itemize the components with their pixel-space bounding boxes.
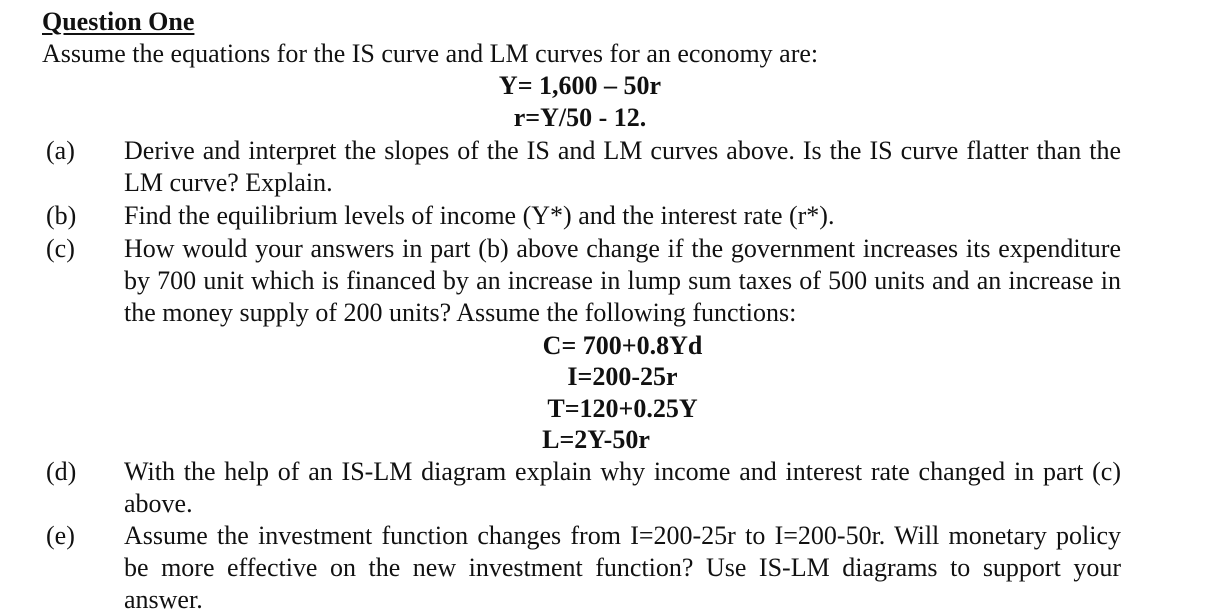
part-b — [46, 200, 1121, 232]
part-c-label: (c) — [46, 234, 75, 263]
tax-function: T=120+0.25Y — [547, 394, 698, 423]
question-title: Question One — [42, 7, 195, 36]
part-d-label: (d) — [46, 457, 77, 486]
part-c-text: How would your answers in part (b) above change if the government increases its expenditure by 700 unit which is financed by an increase in lump sum taxes of 500 units and an increase in the money supply of 200 units? Assume the following functions: — [124, 234, 1121, 327]
part-a — [46, 135, 1121, 199]
is-equation: Y= 1,600 – 50r — [498, 71, 662, 100]
part-e — [46, 520, 1121, 616]
money-demand-function: L=2Y-50r — [542, 425, 650, 454]
part-b-text: Find the equilibrium levels of income (Y*) and the interest rate (r*). — [124, 201, 835, 230]
consumption-function: C= 700+0.8Yd — [542, 331, 703, 360]
question-intro: Assume the equations for the IS curve and LM curves for an economy are: — [42, 39, 819, 68]
investment-function: I=200-25r — [567, 362, 678, 391]
part-b-label: (b) — [46, 201, 77, 230]
part-d-text: With the help of an IS-LM diagram explain why income and interest rate changed in part (c) above. — [124, 457, 1121, 518]
lm-equation: r=Y/50 - 12. — [513, 103, 647, 132]
part-e-label: (e) — [46, 521, 75, 550]
part-c — [46, 233, 1121, 329]
part-e-text: Assume the investment function changes from I=200-25r to I=200-50r. Will monetary policy be more effective on the new investment function? Use IS-LM diagrams to support your answer. — [124, 521, 1121, 614]
part-a-text: Derive and interpret the slopes of the IS and LM curves above. Is the IS curve flatter than the LM curve? Explain. — [124, 136, 1121, 197]
part-a-label: (a) — [46, 136, 75, 165]
part-d — [46, 456, 1121, 520]
